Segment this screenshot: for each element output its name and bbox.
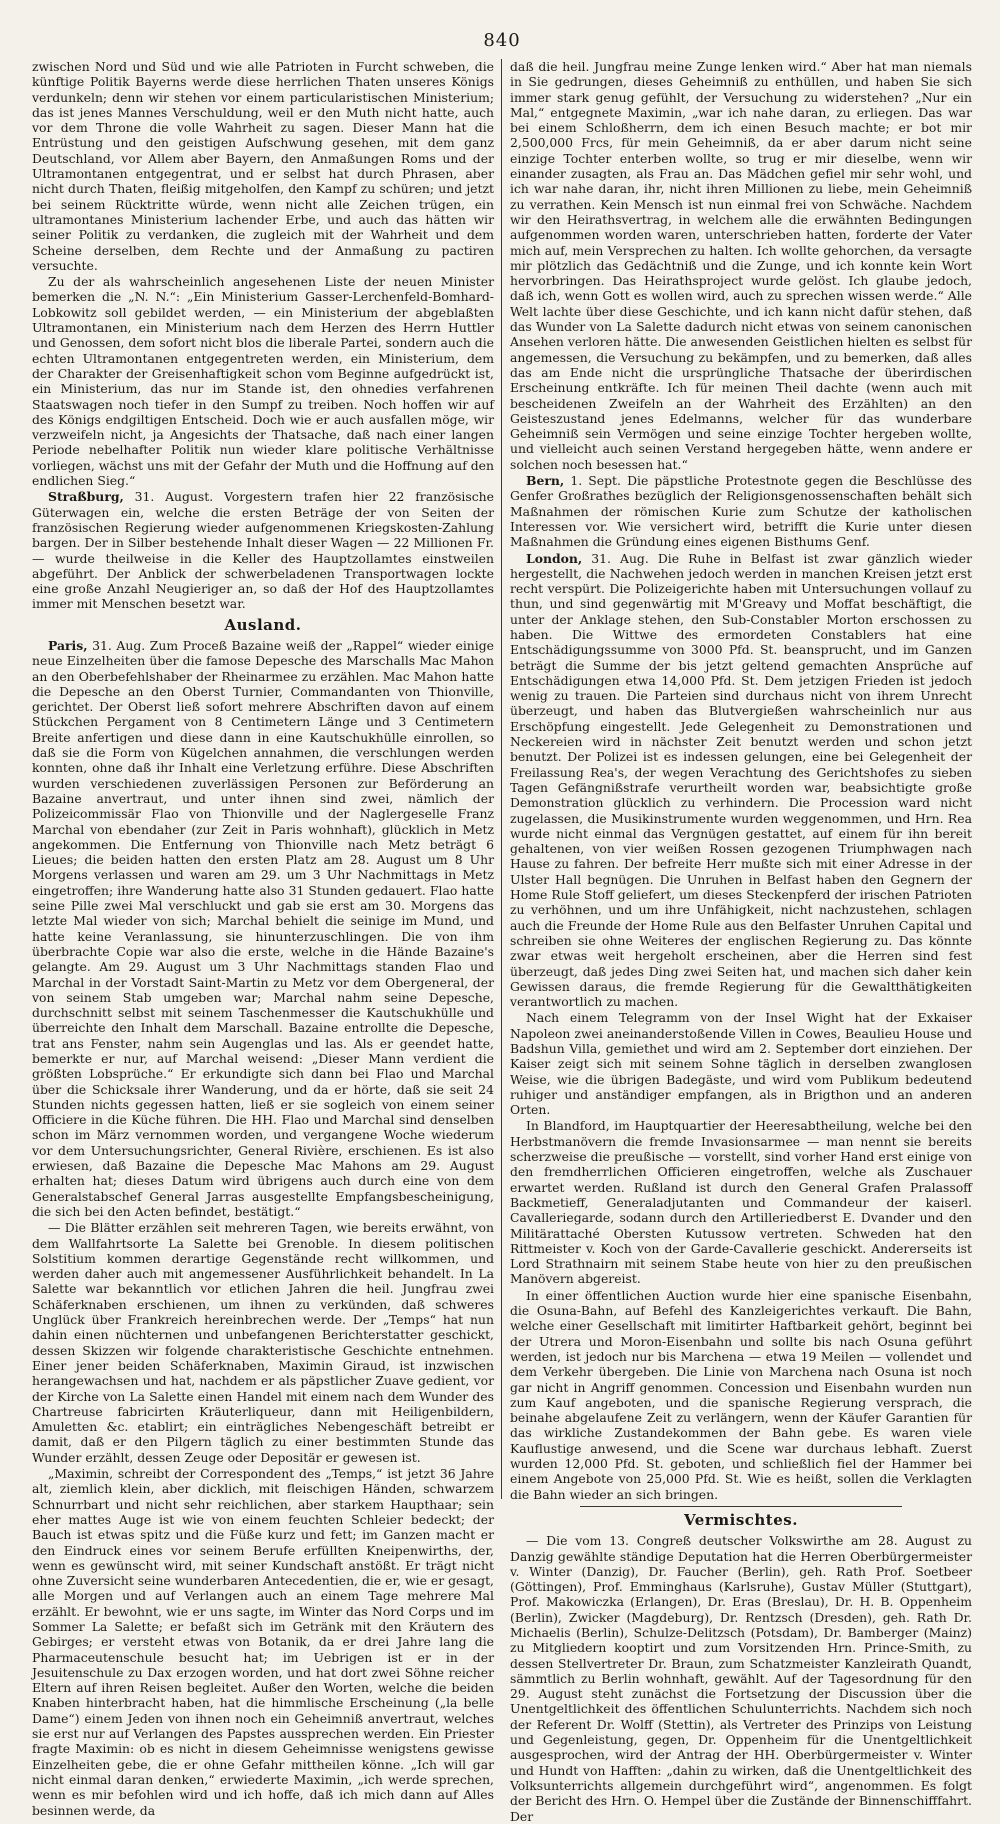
article-paragraph: [510, 473, 972, 549]
text-columns: [32, 59, 972, 1824]
dateline: Straßburg,: [48, 489, 124, 505]
article-paragraph: — Die vom 13. Congreß deutscher Volkswirthe am 28. August zu Danzig gewählte ständige Deputation hat die Herren Oberbürgermeister v. Winter (Danzig), Dr. Faucher (Berlin), geh. Rath Prof. Soetbeer (Göttingen), Prof. Emminghaus (Karlsruhe), Gustav Müller (Stuttgart), Prof. Makowiczka (Erlangen), Dr. Eras (Breslau), Dr. H. B. Oppenheim (Berlin), Zwicker (Magdeburg), Dr. Rentzsch (Dresden), geh. Rath Dr. Michaelis (Berlin), Schulze-Delitzsch (Potsdam), Dr. Bamberger (Mainz) zu Mitgliedern kooptirt und zum Vorsitzenden Hrn. Prince-Smith, zu dessen Stellvertreter Dr. Braun, zum Schatzmeister Kanzleirath Quandt, sämmtlich zu Berlin wohnhaft, gewählt. Auf der Tagesordnung für den 29. August steht zunächst die Fortsetzung der Discussion über die Unentgeltlichkeit des öffentlichen Schulunterrichts. Nachdem sich noch der Referent Dr. Wolff (Stettin), als Vertreter des Prinzips von Leistung und Gegenleistung, gegen, Dr. Oppenheim für die Unentgeltlichkeit ausgesprochen, wird der Antrag der HH. Oberbürgermeister v. Winter und Hundt von Hafften: „dahin zu wirken, daß die Unentgeltlichkeit des Volksunterrichts allgemein durchgeführt wird“, angenommen. Es folgt der Bericht des Hrn. O. Hempel über die Zustände der Binnenschifffahrt. Der: [510, 1533, 972, 1824]
section-heading-vermischtes: Vermischtes.: [684, 1510, 798, 1529]
article-paragraph: „Maximin, schreibt der Correspondent des „Temps,“ ist jetzt 36 Jahre alt, ziemlich klein, aber dicklich, mit fleischigen Händen, schwarzem Schnurrbart und nicht sehr reichlichen, aber starkem Haupthaar; sein eher mattes Auge ist wie von einem feuchten Schleier bedeckt; der Bauch ist etwas spitz und die Füße kurz und fett; im Ganzen macht er den Eindruck eines vor seinem Berufe erfüllten Kneipenwirths, der, wenn es gewünscht wird, mit seiner Kundschaft anstößt. Er trägt nicht ohne Zuversicht seine wunderbaren Antecedentien, die er, wie er gesagt, alle Morgen und auf Verlangen auch an einem Tage mehrere Mal erzählt. Er bewohnt, wie er uns sagte, im Winter das Nord Corps und im Sommer La Salette; er befaßt sich im Getränk mit den Kräutern des Gebirges; er versteht etwas von Botanik, da er drei Jahre lang die Pharmaceutenschule besucht hat; im Uebrigen ist er in der Jesuitenschule zu Dax erzogen worden, und hat dort zwei Söhne reicher Eltern auf ihren Reisen begleitet. Außer den Worten, welche die beiden Knaben hinterbracht haben, hat die himmlische Erscheinung („la belle Dame“) einem Jeden von ihnen noch ein Geheimniß anvertraut, welches sie erst nur auf Verlangen des Papstes aussprechen werden. Ein Priester fragte Maximin: ob es nicht in diesem Geheimnisse wenigstens gewisse Einzelheiten gebe, die er ohne Gefahr mittheilen könne. „Ich will gar nicht einmal daran denken,“ erwiederte Maximin, „ich werde sprechen, wenn es mir befohlen wird und ich hoffe, daß ich mich dann auf Alles besinnen werde, da: [32, 1466, 494, 1818]
article-paragraph: daß die heil. Jungfrau meine Zunge lenken wird.“ Aber hat man niemals in Sie gedrungen, dieses Geheimniß zu enthüllen, und haben Sie sich immer stark genug gefühlt, der Versuchung zu widerstehen? „Nur ein Mal,“ entgegnete Maximin, „war ich nahe daran, zu erliegen. Das war bei einem Schloßherrn, dem ich einen Besuch machte; er bot mir 2,500,000 Frcs, für mein Geheimniß, da er aber darum nicht seine einzige Tochter enterben wollte, so trug er mir dieselbe, wenn wir einander zusagten, als Frau an. Das Mädchen gefiel mir sehr wohl, und ich war nahe daran, ihr, nicht ihren Millionen zu liebe, mein Geheimniß zu verrathen. Kein Mensch ist nun einmal frei von Schwäche. Nachdem wir den Heirathsvertrag, in welchem alle die erwähnten Bedingungen aufgenommen worden waren, unterschrieben hatten, forderte der Vater mich auf, mein Versprechen zu halten. Ich wollte gehorchen, da versagte mir plötzlich das Gedächtniß und die Zunge, und ich konnte kein Wort hervorbringen. Das Heirathsproject wurde gelöst. Ich glaube jedoch, daß ich, wenn Gott es wollen wird, auch zu sprechen wissen werde.“ Alle Welt lachte über diese Geschichte, und ich kann nicht dafür stehen, daß das Wunder von La Salette dadurch nicht etwas von seinem canonischen Ansehen verloren hätte. Die anwesenden Geistlichen hielten es selbst für angemessen, die Versuchung zu bekämpfen, und zu bemerken, daß alles das am Ende nicht die ursprüngliche Thatsache der überirdischen Erscheinung entkräfte. Ich für meinen Theil dachte (wenn auch mit bescheidenen Zweifeln an der Wahrheit des Erzählten) an den Geisteszustand jenes Edelmanns, welcher für das wunderbare Geheimniß sein Vermögen und seine einzige Tochter hergeben wollte, und vielleicht auch seinen Verstand hergegeben hätte, wenn andere er solchen noch besessen hat.“: [510, 59, 972, 472]
article-paragraph: [510, 551, 972, 1010]
article-paragraph: [32, 638, 494, 1219]
article-paragraph: Zu der als wahrscheinlich angesehenen Liste der neuen Minister bemerken die „N. N.“: „Ein Ministerium Gasser-Lerchenfeld-Bomhard-Lobkowitz soll gebildet werden, — ein Ministerium der abgeblaßten Ultramontanen, ein Ministerium nach dem Herzen des Herrn Huttler und Genossen, dem sofort nicht blos die liberale Partei, sondern auch die echten Ultramontanen entgegentreten werden, ein Ministerium, dem der Charakter der Greisenhaftigkeit schon vom Beginne aufgedrückt ist, ein Ministerium, das nur im Stande ist, den ohnedies verfahrenen Staatswagen noch tiefer in den Sumpf zu treiben. Noch hoffen wir auf des Königs endgiltigen Entscheid. Doch wie er auch ausfallen möge, wir verzweifeln nicht, ja Angesichts der Thatsache, daß nach einer langen Periode nebelhafter Politik nun wieder klare politische Verhältnisse vorliegen, wächst uns mit der Gefahr der Muth und die Hoffnung auf den endlichen Sieg.“: [32, 274, 494, 489]
dateline: Bern,: [526, 473, 565, 489]
right-column: [502, 59, 972, 1824]
paragraph-text: 31. Aug. Die Ruhe in Belfast ist zwar gänzlich wieder hergestellt, die Nachwehen jedoch werden in manchen Kreisen jetzt erst recht verspürt. Die Polizeigerichte haben mit Untersuchungen vollauf zu thun, und sind gegenwärtig mit M'Greavy und Moffat beschäftigt, die unter der Anklage stehen, den Sub-Constabler Morton erschossen zu haben. Die Wittwe des ermordeten Constablers hat eine Entschädigungssumme von 3000 Pfd. St. beansprucht, und im Ganzen beträgt die Summe der bis jetzt geltend gemachten Ansprüche auf Entschädigungen etwa 14,000 Pfd. St. Dem jetzigen Frieden ist jedoch wenig zu trauen. Die Parteien sind durchaus nicht von ihrem Unrecht überzeugt, und haben das Blutvergießen wahrscheinlich nur aus Erschöpfung eingestellt. Jede Gelegenheit zu Demonstrationen und Neckereien wird in nächster Zeit benutzt werden und schon jetzt benutzt. Der Polizei ist es indessen gelungen, eine bei Gelegenheit der Freilassung Rea's, der wegen Verachtung des Gerichtshofes zu sieben Tagen Gefängnißstrafe verurtheilt worden war, beabsichtigte große Demonstration glücklich zu verhindern. Die Procession ward nicht zugelassen, die Musikinstrumente wurden weggenommen, und Hrn. Rea wurde nicht einmal das Vergnügen gestattet, auf einem für ihn bereit gehaltenen, von vier weißen Rossen gezogenen Triumphwagen nach Hause zu fahren. Der befreite Herr mußte sich mit einer Adresse in der Ulster Hall begnügen. Die Unruhen in Belfast haben den Gegnern der Home Rule Stoff geliefert, um dieses Steckenpferd der irischen Patrioten zu verhöhnen, und um ihre Unfähigkeit, nicht nachzustehen, schlagen auch die Freunde der Home Rule aus den Belfaster Unruhen Capital und schreiben sie ohne Weiteres der englischen Regierung zu. Das könnte zwar etwas weit hergeholt erscheinen, aber die Herren sind fest überzeugt, daß jedes Ding zwei Seiten hat, und machen sich daher kein Gewissen daraus, die fremde Regierung für die Gewaltthätigkeiten verantwortlich zu machen.: [510, 550, 972, 1010]
page-number: 840: [483, 30, 521, 51]
article-paragraph: In Blandford, im Hauptquartier der Heeresabtheilung, welche bei den Herbstmanövern die fremde Invasionsarmee — man nennt sie bereits scherzweise die preußische — vorstellt, sind vorher Hand erst einige von den fremdherrlichen Officieren eingetroffen, welche als Zuschauer erwartet werden. Rußland ist durch den General Grafen Pralassoff Backmetieff, Generaladjutanten und Commandeur der kaiserl. Cavalleriegarde, sodann durch den Artilleriedberst E. Dvander und den Militärattaché Obersten Kutussow vertreten. Schweden hat den Rittmeister v. Koch von der Garde-Cavallerie geschickt. Andererseits ist Lord Strathnairn mit seinem Stabe heute von hier zu den preußischen Manövern abgereist.: [510, 1118, 972, 1287]
section-heading-ausland: Ausland.: [224, 615, 302, 634]
dateline: Paris,: [48, 637, 88, 653]
dateline: London,: [526, 550, 583, 566]
article-paragraph: In einer öffentlichen Auction wurde hier eine spanische Eisenbahn, die Osuna-Bahn, auf Befehl des Kanzleigerichtes verkauft. Die Bahn, welche einer Gesellschaft mit limitirter Haftbarkeit gehört, beginnt bei der Utrera und Moron-Eisenbahn und sollte bis nach Osuna geführt werden, ist jedoch nur bis Marchena — etwa 19 Meilen — vollendet und dem Verkehr übergeben. Die Linie von Marchena nach Osuna ist noch gar nicht in Angriff genommen. Concession und Eisenbahn wurden nun zum Kauf angeboten, und die spanische Regierung versprach, die beinahe abgelaufene Zeit zu verlängern, wenn der Käufer Garantien für das wirkliche Zustandekommen der Bahn gebe. Es waren viele Kauflustige anwesend, und die Scene war durchaus lebhaft. Zuerst wurden 12,000 Pfd. St. geboten, und schließlich fiel der Hammer bei einem Angebote von 25,000 Pfd. St. Wie es heißt, sollen die Verklagten die Bahn wieder an sich bringen.: [510, 1287, 972, 1502]
article-paragraph: — Die Blätter erzählen seit mehreren Tagen, wie bereits erwähnt, von dem Wallfahrtsorte La Salette bei Grenoble. In diesem politischen Solstitium kommen derartige Gegenstände recht willkommen, und werden daher auch mit angemessener Ausführlichkeit behandelt. In La Salette war bekanntlich vor etlichen Jahren die heil. Jungfrau zwei Schäferknaben erschienen, um ihnen zu verkünden, daß schweres Unglück über Frankreich hereinbrechen werde. Der „Temps“ hat nun dahin einen nüchternen und unbefangenen Berichterstatter geschickt, dessen Skizzen wir folgende charakteristische Geschichte entnehmen. Einer jener beiden Schäferknaben, Maximin Giraud, ist inzwischen herangewachsen und hat, nachdem er als päpstlicher Zuave gedient, vor der Kirche von La Salette einen Handel mit einem nach dem Wunder des Chartreuse fabricirten Kräuterliqueur, dann mit Heiligenbildern, Amuletten &c. etablirt; ein einträgliches Nebengeschäft betreibt er damit, daß er den Pilgern täglich zu einer bestimmten Stunde das Wunder erzählt, dessen Zeuge oder Depositär er gewesen ist.: [32, 1220, 494, 1465]
paragraph-text: 1. Sept. Die päpstliche Protestnote gegen die Beschlüsse des Genfer Großrathes bezüglich der Religionsgenossenschaften behält sich Maßnahmen der römischen Kurie zum Schutze der katholischen Interessen vor. Wie versichert wird, betrifft die Kurie unter diesen Maßnahmen die Gründung eines eigenen Bisthums Genf.: [510, 473, 972, 550]
article-paragraph: Nach einem Telegramm von der Insel Wight hat der Exkaiser Napoleon zwei aneinanderstoßende Villen in Cowes, Beaulieu House und Badshun Villa, gemiethet und wird am 2. September dort einziehen. Der Kaiser zeigt sich mit seinem Sohne täglich in derselben zwanglosen Weise, wie die übrigen Badegäste, und wird vom Publikum bedeutend ruhiger und anständiger empfangen, als in Brigthon und an anderen Orten.: [510, 1010, 972, 1118]
paragraph-text: 31. Aug. Zum Proceß Bazaine weiß der „Rappel“ wieder einige neue Einzelheiten über die famose Depesche des Marschalls Mac Mahon an den Oberbefehlshaber der Rheinarmee zu erzählen. Mac Mahon hatte die Depesche an den Oberst Turnier, Commandanten von Thionville, gerichtet. Der Oberst ließ sofort mehrere Abschriften davon auf einem Stückchen Pergament von 8 Centimetern Länge und 3 Centimetern Breite anfertigen und diese dann in eine Kautschukhülle einrollen, so daß sie die Form von Kügelchen annahmen, die verschlungen werden konnten, ohne daß ihr Inhalt eine Verletzung erführe. Diese Abschriften wurden verschiedenen zuverlässigen Personen zur Beförderung an Bazaine anvertraut, und unter ihnen sind zwei, nämlich der Polizeicommissär Flao von Thionville und der Naglergeselle Franz Marchal von ebendaher (zur Zeit in Paris wohnhaft), glücklich in Metz angekommen. Die Entfernung von Thionville nach Metz beträgt 6 Lieues; die beiden hatten den ersten Platz am 28. August um 8 Uhr Morgens verlassen und waren am 29. um 3 Uhr Nachmittags in Metz eingetroffen; ihre Wanderung hatte also 31 Stunden gedauert. Flao hatte seine Pille zwei Mal verschluckt und gab sie erst am 30. Morgens das letzte Mal wieder von sich; Marchal behielt die seinige im Mund, und hatte keine Veranlassung, sie hinunterzuschlingen. Die von ihm überbrachte Copie war also die erste, welche in die Hände Bazaine's gelangte. Am 29. August um 3 Uhr Nachmittags standen Flao und Marchal in der Vorstadt Saint-Martin zu Metz vor dem Obergeneral, der von seinem Stab umgeben war; Marchal nahm seine Depesche, durchschnitt selbst mit seinem Taschenmesser die Kautschukhülle und überreichte den Inhalt dem Marschall. Bazaine entrollte die Depesche, trat ans Fenster, nahm sein Augenglas und las. Als er geendet hatte, bemerkte er nur, auf Marchal weisend: „Dieser Mann verdient die größten Lobsprüche.“ Er erkundigte sich dann bei Flao und Marchal über die Schicksale ihrer Wanderung, und da er hörte, daß sie seit 24 Stunden nichts gegessen hatten, ließ er sie sogleich von einem seiner Officiere in die Küche führen. Die HH. Flao und Marchal sind denselben schon im März vernommen worden, und vergangene Woche wiederum vor dem Untersuchungsrichter, General Rivière, erschienen. Es ist also erwiesen, daß Bazaine die Depesche Mac Mahons am 29. August erhalten hat; dieses Datum wird übrigens auch durch eine von dem Generalstabschef General Jarras ausgestellte Empfangsbescheinigung, die sich bei den Acten befindet, bestätigt.“: [32, 637, 494, 1219]
paragraph-text: 31. August. Vorgestern trafen hier 22 französische Güterwagen ein, welche die ersten Beträge der von Seiten der französischen Regierung wieder aufgenommenen Kriegskosten-Zahlung bargen. Der in Silber bestehende Inhalt dieser Wagen — 22 Millionen Fr. — wurde theilweise in die Keller des Hauptzollamtes einstweilen abgeführt. Der Anblick der schwerbeladenen Transportwagen lockte eine große Anzahl Neugieriger an, so daß der Hof des Hauptzollamtes immer mit Menschen besetzt war.: [32, 489, 494, 612]
article-paragraph: [32, 489, 494, 611]
section-divider: [580, 1506, 902, 1507]
article-paragraph: zwischen Nord und Süd und wie alle Patrioten in Furcht schweben, die künftige Politik Bayerns werde diese herrlichen Thaten unseres Königs verdunkeln; denn wir stehen vor einem particularistischen Ministerium; das ist jenes Mannes Verschuldung, weil er den Muth nicht hatte, auch vor dem Throne die volle Wahrheit zu sagen. Dieser Mann hat die Entrüstung und den geistigen Aufschwung gesehen, mit dem ganz Deutschland, vor Allem aber Bayern, den Anmaßungen Roms und der Ultramontanen entgegentrat, und er selbst hat durch Phrasen, aber nicht durch Thaten, fleißig mitgeholfen, den Kampf zu schüren; und jetzt bei seinem Rücktritte würde, wenn nicht alle Zeichen trügen, ein ultramontanes Ministerium lachender Erbe, und auch das hätten wir seiner Politik zu verdanken, die zugleich mit der Wahrheit und dem Scheine derselben, dem Rechte und der Anmaßung zu pactiren versuchte.: [32, 59, 494, 273]
left-column: [32, 59, 502, 1818]
